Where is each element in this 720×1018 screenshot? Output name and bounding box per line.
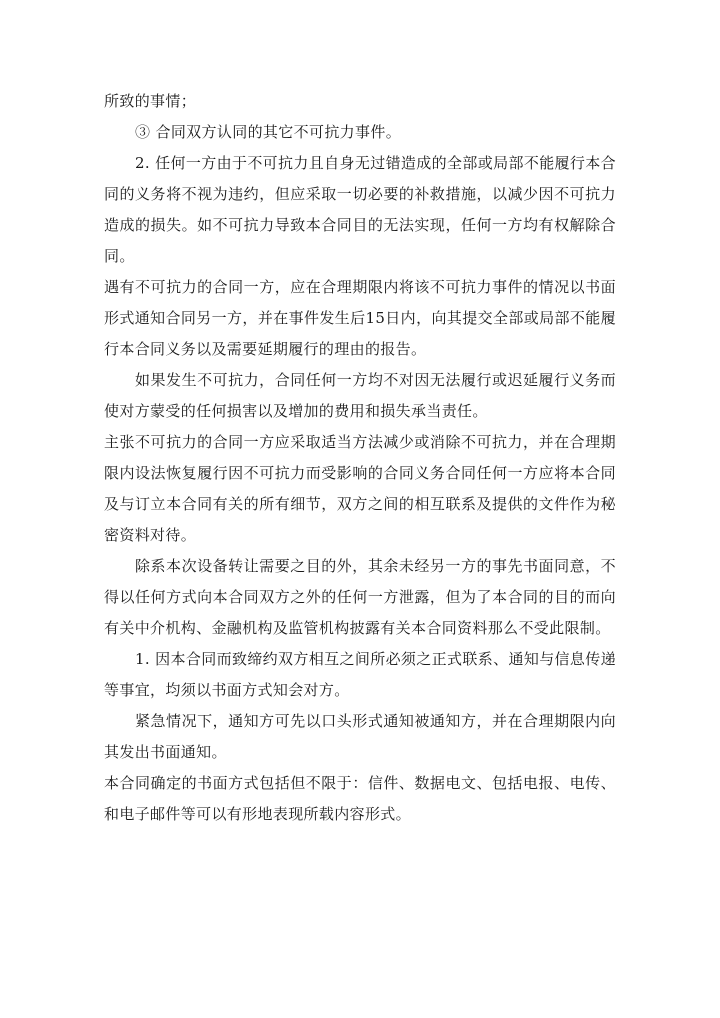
- paragraph-confidentiality: 主张不可抗力的合同一方应采取适当方法减少或消除不可抗力，并在合理期限内设法恢复履行因不可抗力而受影响的合同义务合同任何一方应将本合同及与订立本合同有关的所有细节，双方之间的相互联系及提供的文件作为秘密资料对待。: [104, 433, 616, 544]
- paragraph-force-majeure-notice: 遇有不可抗力的合同一方，应在合理期限内将该不可抗力事件的情况以书面形式通知合同另一方，并在事件发生后15日内，向其提交全部或局部不能履行本合同义务以及需要延期履行的理由的报告。: [104, 278, 616, 358]
- paragraph-urgent-notice: 紧急情况下，通知方可先以口头形式通知被通知方，并在合理期限内向其发出书面通知。: [104, 712, 616, 761]
- paragraph-disclosure-exception: 除系本次设备转让需要之目的外，其余未经另一方的事先书面同意，不得以任何方式向本合同双方之外的任何一方泄露，但为了本合同的目的而向有关中介机构、金融机构及监管机构披露有关本合同资料那么不受此限制。: [104, 557, 616, 637]
- paragraph-force-majeure-item-3: ③ 合同双方认同的其它不可抗力事件。: [135, 123, 402, 141]
- document-body: [104, 86, 616, 830]
- paragraph-written-forms: 本合同确定的书面方式包括但不限于：信件、数据电文、包括电报、电传、和电子邮件等可以有形地表现所载内容形式。: [104, 774, 616, 823]
- paragraph-force-majeure-cause: 所致的事情；: [104, 92, 197, 110]
- paragraph-liability-exemption: 如果发生不可抗力，合同任何一方均不对因无法履行或迟延履行义务而使对方蒙受的任何损害以及增加的费用和损失承当责任。: [104, 371, 616, 420]
- paragraph-force-majeure-clause-2: 2. 任何一方由于不可抗力且自身无过错造成的全部或局部不能履行本合同的义务将不视为违约，但应采取一切必要的补救措施，以减少因不可抗力造成的损失。如不可抗力导致本合同目的无法实现，任何一方均有权解除合同。: [104, 154, 616, 265]
- paragraph-notice-clause-1: 1. 因本合同而致缔约双方相互之间所必须之正式联系、通知与信息传递等事宜，均须以书面方式知会对方。: [104, 650, 616, 699]
